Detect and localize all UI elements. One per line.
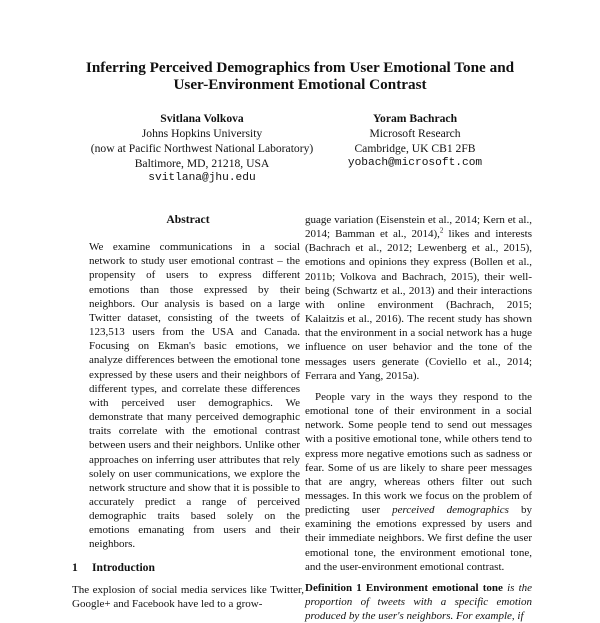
author-block-1 (73, 111, 331, 186)
section-title: Introduction (92, 560, 155, 574)
title-line-2: User-Environment Emotional Contrast (173, 76, 427, 93)
definition-block (305, 581, 532, 623)
author-address: Cambridge, UK CB1 2FB (354, 142, 476, 155)
author-name: Yoram Bachrach (372, 112, 458, 125)
paper-title (60, 59, 540, 93)
abstract-heading: Abstract (166, 213, 210, 226)
author-block-2 (318, 111, 512, 171)
footnote-marker: 2 (439, 226, 444, 235)
title-line-1: Inferring Perceived Demographics from User Emotional Tone and (85, 59, 515, 76)
section-number: 1 (72, 560, 78, 574)
author-affiliation-note: (now at Pacific Northwest National Laboratory) (90, 142, 314, 155)
paragraph-text: by examining the emotions expressed by users and their immediate neighbors. We first define the user emotional tone, the environment emotional tone, and the user-environment emotional contrast. (305, 504, 532, 573)
definition-text: is the proportion of tweets with a specific emotion produced by the user's neighbors. For example, if (305, 581, 533, 623)
section-heading (72, 561, 304, 575)
emphasis-term: perceived demographics (392, 504, 509, 517)
author-affiliation: Microsoft Research (369, 127, 461, 140)
body-paragraph-2 (305, 390, 532, 574)
author-email: svitlana@jhu.edu (148, 172, 256, 184)
right-column (305, 213, 532, 623)
body-paragraph-1 (305, 213, 532, 383)
paragraph-text: likes and interests (Bachrach et al., 2012; Lewenberg et al., 2015), emotions and opinions they express (Bollen et al., 2011b; Volkova and Bachrach, 2015), their well-being (Schwartz et al., 2013) and their interactions with online environment (Bachrach, 2015; Kalaitzis et al., 2016). The recent study has shown that the environment in a social network has a huge influence on user behavior and the tone of the messages users generate (Coviello et al., 2014; Ferrara and Yang, 2015a). (305, 228, 532, 382)
author-name: Svitlana Volkova (160, 112, 244, 125)
left-column (72, 213, 304, 611)
paragraph-text: People vary in the ways they respond to the emotional tone of their environment in a social network. Some people tend to send out messages with a positive emotional tone, while others tend to express more negative emotions such as sadness or fear. Some of us are likely to share peer messages that are angry, whereas others filter out such messages. In this work we focus on the problem of predicting user (305, 390, 532, 517)
author-affiliation: Johns Hopkins University (141, 127, 263, 140)
author-email: yobach@microsoft.com (347, 157, 483, 169)
intro-paragraph: The explosion of social media services like Twitter, Google+ and Facebook have led to a grow- (72, 583, 304, 610)
author-address: Baltimore, MD, 21218, USA (134, 157, 270, 170)
abstract-text: We examine communications in a social network to study user emotional contrast – the propensity of users to express different emotions than those expressed by their neighbors. Our analysis is based on a large Twitter dataset, consisting of the tweets of 123,513 users from the USA and Canada. Focusing on Ekman's basic emotions, we analyze differences between the emotional tone expressed by these users and their neighbors of different types, and correlate these differences with perceived user demographics. We demonstrate that many perceived demographic traits correlate with the emotional contrast between users and their neighbors. Unlike other approaches on inferring user attributes that rely solely on user communications, we explore the network structure and show that it is possible to accurately predict a range of perceived demographic traits based solely on the emotions emanating from users and their neighbors. (89, 241, 300, 551)
definition-label: Definition 1 Environment emotional tone (305, 581, 503, 594)
paragraph-text: guage variation (Eisenstein et al., 2014; Kern et al., 2014; Bamman et al., 2014), (305, 214, 532, 241)
